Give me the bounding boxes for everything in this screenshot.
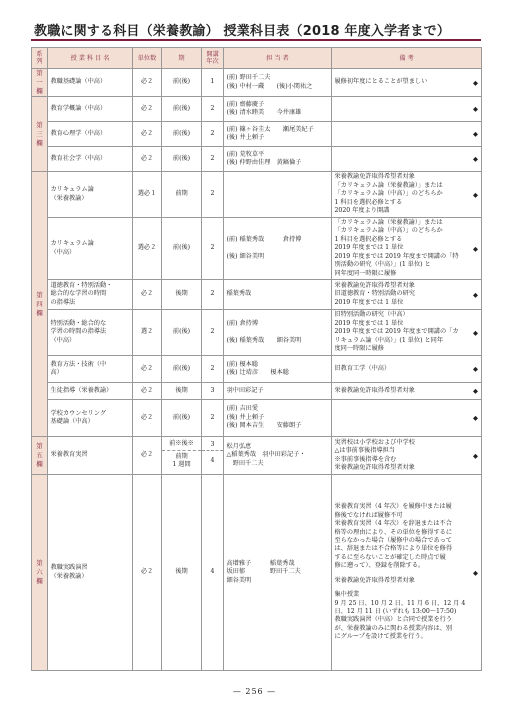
remarks-cell: 実習校は小学校および中学校 △は事前事後指導担当 ※事前事後指導を含む 栄養教諭免許取得希望者対象 ◆: [332, 437, 482, 475]
credits-cell: 必２: [133, 383, 162, 400]
term-cell: 後期: [162, 280, 202, 310]
header-credits: 単位数: [133, 48, 162, 69]
credits-cell: 選必１: [133, 172, 162, 218]
credits-cell: 必２: [133, 69, 162, 97]
teacher-cell: (前) 榎本聡 (後) 辻靖彦 榎本聡: [224, 356, 332, 383]
diamond-mark: ◆: [473, 105, 478, 113]
teacher-cell: [224, 172, 332, 218]
diamond-mark: ◆: [473, 244, 478, 253]
credits-cell: 必２: [133, 280, 162, 310]
diamond-mark: ◆: [473, 328, 478, 337]
subject-cell: カリキュラム論 （中高）: [48, 218, 133, 280]
section-label: 第 三 欄: [32, 97, 48, 172]
teacher-cell: (前) 齋藤慶子 (後) 清水睦美 今井康雄: [224, 97, 332, 122]
credits-cell: 必２: [133, 400, 162, 437]
term-cell: 後期: [162, 383, 202, 400]
teacher-cell: 松月弘恵 △稲葉秀哉 羽中田彩記子・ 野田千二夫: [224, 437, 332, 475]
diamond-mark: ◆: [473, 365, 478, 373]
page-title: 教職に関する科目（栄養教諭） 授業科目表（2018 年度入学者まで）: [34, 24, 451, 39]
table-row: [32, 280, 482, 310]
section-label: 第 六 欄: [32, 475, 48, 671]
term-cell: 前(後): [162, 400, 202, 437]
subject-cell: 教育学概論（中高）: [48, 97, 133, 122]
year-cell: 2: [202, 147, 224, 172]
remarks-cell: [332, 400, 482, 437]
section-label: 第 一 欄: [32, 69, 48, 97]
course-table: [31, 47, 482, 671]
credits-cell: 必２: [133, 97, 162, 122]
remarks-cell: 栄養教諭免許取得希望者対象 「カリキュラム論（栄養教諭）」または 「カリキュラム論（中高）」のどちらか 1 科目を選択必修とする 2020 年度より開講 ◆: [332, 172, 482, 218]
year-cell: 4: [202, 475, 224, 671]
remarks-cell: [332, 97, 482, 122]
diamond-mark: ◆: [473, 155, 478, 163]
diamond-mark: ◆: [473, 414, 478, 422]
header-section: 系 列: [32, 48, 48, 69]
header-year: 開講 年次: [202, 48, 224, 69]
credits-cell: 選必２: [133, 218, 162, 280]
teacher-cell: 羽中田彩記子: [224, 383, 332, 400]
table-row: [32, 383, 482, 400]
subject-cell: 生徒指導（栄養教諭）: [48, 383, 133, 400]
remarks-cell: 旧特別活動の研究（中高） 2019 年度までは 1 単位 2019 年度までは 2019 年度まで開講の「カ リキュラム論（中高）」(1 単位) と同年 度同一時限に履修 ◆: [332, 310, 482, 356]
subject-cell: 教育方法・技術（中 高）: [48, 356, 133, 383]
table-row: [32, 356, 482, 383]
remarks-cell: 栄養教育実習（4 年次）を履修中または履 修後でなければ履修不可 栄養教育実習（4 年次）を辞退または不合 格等の理由により、その単位を修得するに 至らなかった場合（履修中の場合であって は、辞退または不合格等により単位を修得 するに至らないことが確定した時点で履 修に遡って）、登録を削除する。 栄養教諭免許取得希望者対象 集中授業 9 月 25 日、10 月 2 日、11 月 6 日、12 月 4 日、12 月 11 日 (いずれも 13:00〜17:50) 教職実践演習（中高）と合同で授業を行う が、栄養教論のみに関わる授業内容は、別 にグループを設けて授業を行う。 ◆: [332, 475, 482, 671]
year-cell: 2: [202, 280, 224, 310]
teacher-cell: (前) 篠ヶ谷圭太 瀬尾美紀子 (後) 井上頼子: [224, 122, 332, 147]
title-underline: [31, 39, 481, 41]
remarks-cell: 栄養教諭免許取得希望者対象 ◆: [332, 383, 482, 400]
term-cell: 後期: [162, 475, 202, 671]
section-label: 第 四 欄: [32, 172, 48, 437]
term-cell: 前(後): [162, 69, 202, 97]
teacher-cell: (前) 吉田愛 (後) 井上頼子 (後) 岡本吉生 安藤朗子: [224, 400, 332, 437]
credits-cell: 必２: [133, 356, 162, 383]
table-row: [32, 97, 482, 122]
year-cell: 2: [202, 310, 224, 356]
table-row: [32, 69, 482, 97]
header-subject: 授 業 科 目 名: [48, 48, 133, 69]
remarks-cell: [332, 122, 482, 147]
term-cell: 前※後※ 前期 1 週間: [162, 437, 202, 475]
table-row: [32, 400, 482, 437]
table-row: [32, 172, 482, 218]
table-row: [32, 218, 482, 280]
year-cell: 3: [202, 383, 224, 400]
table-row: [32, 310, 482, 356]
header-remarks: 備 考: [332, 48, 482, 69]
table-row: [32, 147, 482, 172]
diamond-mark: ◆: [473, 451, 478, 460]
header-term: 期: [162, 48, 202, 69]
section-label: 第 五 欄: [32, 437, 48, 475]
subject-cell: 教職基礎論（中高）: [48, 69, 133, 97]
term-cell: 前(後): [162, 310, 202, 356]
subject-cell: 教職実践演習 （栄養教諭）: [48, 475, 133, 671]
credits-cell: 選２: [133, 310, 162, 356]
year-cell: 2: [202, 122, 224, 147]
subject-cell: 特別活動・総合的な 学習の時間の指導法 （中高）: [48, 310, 133, 356]
year-cell: 2: [202, 97, 224, 122]
term-cell: 前(後): [162, 218, 202, 280]
teacher-cell: 高增雅子 稲葉秀哉 坂田郁 野田千二夫 細谷美明: [224, 475, 332, 671]
subject-cell: 栄養教育実習: [48, 437, 133, 475]
credits-cell: 必２: [133, 147, 162, 172]
credits-cell: 必２: [133, 475, 162, 671]
header-row: [32, 48, 482, 69]
teacher-cell: 稲葉秀哉: [224, 280, 332, 310]
credits-cell: 必２: [133, 122, 162, 147]
year-cell: 2: [202, 218, 224, 280]
term-cell: 前(後): [162, 147, 202, 172]
year-cell: 2: [202, 400, 224, 437]
year-cell: 2: [202, 172, 224, 218]
diamond-mark: ◆: [473, 290, 478, 299]
subject-cell: 教育心理学（中高）: [48, 122, 133, 147]
term-cell: 前(後): [162, 122, 202, 147]
year-cell: 3 4: [202, 437, 224, 475]
remarks-cell: 栄養教諭免許取得希望者対象 旧道徳教育・特別活動の研究 2019 年度までは 1 単位 ◆: [332, 280, 482, 310]
remarks-cell: 「カリキュラム論（栄養教諭）」または 「カリキュラム論（中高）」のどちらか 1 科目を選択必修とする 2019 年度までは 1 単位 2019 年度までは 2019 年度まで開講の「特 別活動の研究（中高）」(1 単位) と 同年度同一時限に履修 ◆: [332, 218, 482, 280]
teacher-cell: (前) 荒牧草平 (後) 仲野由佳理 黄鎬倫子: [224, 147, 332, 172]
year-cell: 1: [202, 69, 224, 97]
subject-cell: 道徳教育・特別活動・ 総合的な学習の時間 の指導法: [48, 280, 133, 310]
remarks-cell: 履修初年度にとることが望ましい ◆: [332, 69, 482, 97]
diamond-mark: ◆: [473, 387, 478, 395]
teacher-cell: (前) 稲葉秀哉 倉持博 (後) 細谷美明: [224, 218, 332, 280]
page-number: — 256 —: [232, 687, 277, 696]
diamond-mark: ◆: [473, 78, 478, 87]
subject-cell: 学校カウンセリング 基礎論（中高）: [48, 400, 133, 437]
remarks-cell: [332, 147, 482, 172]
term-cell: 前(後): [162, 356, 202, 383]
subject-cell: 教育社会学（中高）: [48, 147, 133, 172]
term-cell: 前(後): [162, 97, 202, 122]
header-teacher: 担 当 者: [224, 48, 332, 69]
remarks-cell: 旧教育工学（中高） ◆: [332, 356, 482, 383]
diamond-mark: ◆: [473, 130, 478, 138]
credits-cell: 必２: [133, 437, 162, 475]
teacher-cell: (前) 野田千二夫 (後) 中村一蔵 (後)小関祐之: [224, 69, 332, 97]
table-row: [32, 122, 482, 147]
diamond-mark: ◆: [473, 190, 478, 199]
diamond-mark: ◆: [473, 568, 478, 577]
subject-cell: カリキュラム論 （栄養教諭）: [48, 172, 133, 218]
teacher-cell: (前) 倉持博 (後) 稲葉秀哉 細谷美明: [224, 310, 332, 356]
table-row: [32, 437, 482, 475]
year-cell: 2: [202, 356, 224, 383]
term-cell: 前期: [162, 172, 202, 218]
table-row: [32, 475, 482, 671]
